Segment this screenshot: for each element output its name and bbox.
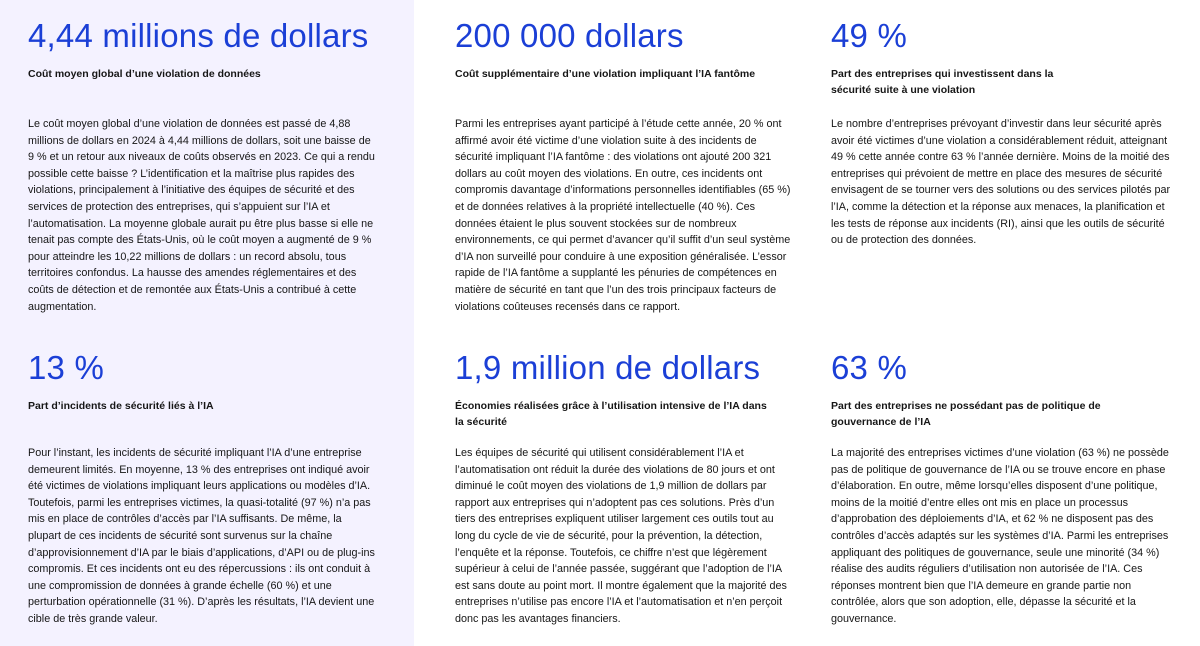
stat-description: Parmi les entreprises ayant participé à l’étude cette année, 20 % ont affirmé avoir été victime d’une violation suite à des incidents de sécurité impliquant l’IA fantôme : des violations ont ajouté 200 321 dollars au coût moyen des violations. En outre, ces incidents ont compromis davantage d’informations personnelles identifiables (65 %) et de données relatives à la propriété intellectuelle (40 %). Ces données étaient le plus souvent stockées sur de nombreux environnements, ce qui permet d’avancer qu’il suffit d’un seul système d’IA non surveillé pour conduire à une exposition généralisée. L’essor rapide de l’IA fantôme a supplanté les pénuries de compétences en matière de sécurité en tant que l’un des trois principaux facteurs de violations coûteuses recensés dans ce rapport. — [455, 118, 791, 313]
stat-value: 49 % — [831, 17, 908, 54]
stat-description: Pour l’instant, les incidents de sécurité impliquant l’IA d’une entreprise demeurent limités. En moyenne, 13 % des entreprises ont indiqué avoir été victimes de violations impliquant leurs applications ou modèles d’IA. Toutefois, parmi les entreprises victimes, la quasi-totalité (97 %) n’a pas mis en place de contrôles d’accès par l’IA suffisants. De même, la plupart de ces incidents de sécurité sont survenus sur la chaîne d’approvisionnement d’IA par le biais d’applications, d’API ou de plug-ins compromis. Et ces incidents ont eu des répercussions : ils ont conduit à une compromission de données à grande échelle (60 %) et une perturbation opérationnelle (31 %). D’après les résultats, l’IA devient une cible de très grande valeur. — [28, 447, 375, 625]
stat-label: Coût supplémentaire d’une violation impliquant l’IA fantôme — [455, 68, 756, 80]
stat-value: 4,44 millions de dollars — [28, 17, 369, 54]
stat-label: Économies réalisées grâce à l’utilisation intensive de l’IA dans la sécurité — [455, 400, 767, 428]
stat-value: 63 % — [831, 349, 908, 386]
stat-card-ai-incidents — [28, 348, 378, 625]
stat-label: Part des entreprises qui investissent dans la sécurité suite à une violation — [831, 68, 1054, 96]
stat-value: 200 000 dollars — [455, 17, 684, 54]
stat-card-ai-governance — [831, 348, 1181, 625]
stat-description: Le coût moyen global d’une violation de données est passé de 4,88 millions de dollars en 2024 à 4,44 millions de dollars, soit une baisse de 9 % et un retour aux niveaux de coûts observés en 2023. Ce qui a rendu possible cette baisse ? L’identification et la maîtrise plus rapides des violations, principalement à l’initiative des équipes de sécurité et des services de protection des entreprises, qui s’appuient sur l’IA et l’automatisation. La moyenne globale aurait pu être plus basse si elle ne tenait pas compte des États-Unis, où le coût moyen a augmenté de 9 % pour atteindre les 10,22 millions de dollars : un record absolu, tous territoires confondus. La hausse des amendes réglementaires et des coûts de détection et de remontée aux États-Unis a contribué à cette augmentation. — [28, 118, 375, 313]
stat-label: Coût moyen global d’une violation de données — [28, 68, 261, 80]
stat-card-average-cost — [28, 16, 378, 313]
stat-card-ai-savings — [455, 348, 805, 625]
stat-value: 1,9 million de dollars — [455, 349, 761, 386]
stat-value: 13 % — [28, 349, 105, 386]
stat-card-security-investment — [831, 16, 1181, 247]
stat-description: La majorité des entreprises victimes d’une violation (63 %) ne possède pas de politique de gouvernance de l’IA ou se trouve encore en phase d’élaboration. En outre, même lorsqu’elles disposent d’une politique, moins de la moitié d’entre elles ont mis en place un processus d’approbation des déploiements d’IA, et 62 % ne disposent pas des contrôles d’accès adaptés sur les systèmes d’IA. Parmi les entreprises appliquant des politiques de gouvernance, seule une minorité (34 %) réalise des audits réguliers d’utilisation non autorisée de l’IA. Ces réponses montrent bien que l’IA demeure en grande partie non contrôlée, alors que son adoption, elle, dépasse la sécurité et la gouvernance. — [831, 447, 1169, 625]
stat-description: Le nombre d’entreprises prévoyant d’investir dans leur sécurité après avoir été victimes d’une violation a considérablement réduit, atteignant 49 % cette année contre 63 % l’année dernière. Moins de la moitié des entreprises qui prévoient de mettre en place des mesures de sécurité envisagent de se tourner vers des solutions ou des services pilotés par l’IA, comme la détection et la réponse aux menaces, la planification et les tests de réponse aux incidents (RI), ainsi que les outils de sécurité ou de protection des données. — [831, 118, 1171, 247]
stat-description: Les équipes de sécurité qui utilisent considérablement l’IA et l’automatisation ont réduit la durée des violations de 80 jours et ont diminué le coût moyen des violations de 1,9 million de dollars par rapport aux entreprises qui n’adoptent pas ces solutions. Près d’un tiers des entreprises expliquent utiliser largement ces outils tout au long du cycle de vie de sécurité, pour la prévention, la détection, l’enquête et la réponse. Toutefois, ce chiffre n’est que légèrement supérieur à celui de l’année passée, suggérant que l’adoption de l’IA est sans doute au point mort. Il montre également que la majorité des entreprises n’utilise pas encore l’IA et l’automatisation et n’en perçoit donc pas les avantages financiers. — [455, 447, 787, 625]
stat-label: Part des entreprises ne possédant pas de politique de gouvernance de l’IA — [831, 400, 1101, 428]
stat-card-shadow-ai-cost — [455, 16, 805, 313]
stat-label: Part d’incidents de sécurité liés à l’IA — [28, 400, 214, 412]
